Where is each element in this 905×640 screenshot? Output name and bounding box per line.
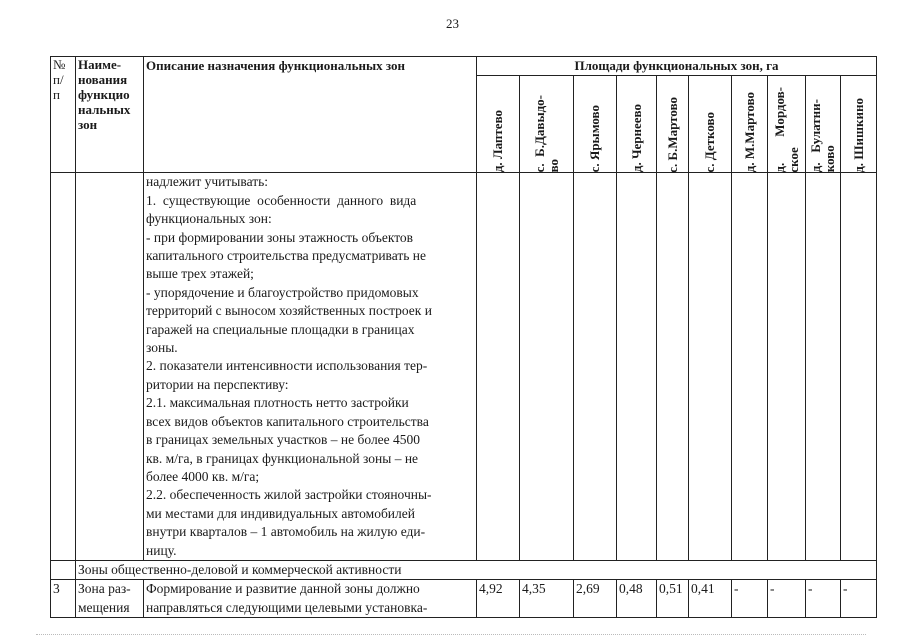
header-areas-title: Площади функциональных зон, га xyxy=(477,57,877,76)
area-value: 2,69 xyxy=(574,580,617,618)
zone-name-label: Зона раз- мещения xyxy=(78,581,131,615)
cell-empty xyxy=(574,173,617,561)
zone-name xyxy=(76,580,144,618)
table-row xyxy=(51,580,877,618)
table-row xyxy=(51,173,877,561)
settlement-label: д. Булатни- ково xyxy=(808,99,837,173)
description-line: функциональных зон: xyxy=(146,211,272,227)
area-value: - xyxy=(806,580,841,618)
header-description: Описание назначения функциональных зон xyxy=(144,57,477,173)
cell-empty xyxy=(51,173,76,561)
description-line: ницу. xyxy=(146,542,177,558)
area-value: - xyxy=(768,580,806,618)
cell-empty xyxy=(477,173,520,561)
cell-empty xyxy=(617,173,657,561)
description-line: территорий с выносом хозяйственных построек и xyxy=(146,303,432,319)
header-number-label: № п/ п xyxy=(53,57,66,102)
scan-edge-divider xyxy=(36,634,866,635)
header-row-1 xyxy=(51,57,877,76)
description-line: 2.2. обеспеченность жилой застройки стояночны- xyxy=(146,487,432,503)
description-line: капитального строительства предусматривать не xyxy=(146,248,427,264)
description-line: всех видов объектов капитального строительства xyxy=(146,413,429,429)
cell-empty xyxy=(520,173,574,561)
description-line: - упорядочение и благоустройство придомовых xyxy=(146,284,419,300)
cell-empty xyxy=(841,173,877,561)
description-line: 2.1. максимальная плотность нетто застройки xyxy=(146,395,409,411)
zone-description-label: Формирование и развитие данной зоны должно направляться следующими целевыми установка- xyxy=(146,581,428,615)
header-number xyxy=(51,57,76,173)
header-settlement xyxy=(520,76,574,173)
continued-description xyxy=(144,173,477,561)
row-number: 3 xyxy=(51,580,76,618)
settlement-label: д. Мордов- ское xyxy=(771,86,801,173)
area-value: 0,51 xyxy=(657,580,689,618)
area-value: 0,41 xyxy=(689,580,732,618)
settlement-label: с. Б.Мартово xyxy=(664,96,680,173)
description-line: 2. показатели интенсивности использования тер- xyxy=(146,358,428,374)
description-line: выше трех этажей; xyxy=(146,266,254,282)
header-settlement xyxy=(841,76,877,173)
area-value: 0,48 xyxy=(617,580,657,618)
cell-empty xyxy=(76,173,144,561)
cell-empty xyxy=(768,173,806,561)
settlement-label: д. Лаптево xyxy=(490,110,505,173)
description-line: внутри кварталов – 1 автомобиль на жилую еди- xyxy=(146,524,426,540)
description-line: 1. существующие особенности данного вида xyxy=(146,192,417,208)
section-heading-row xyxy=(51,560,877,579)
cell-empty xyxy=(51,560,76,579)
description-line: ритории на перспективу: xyxy=(146,376,289,392)
zone-description xyxy=(144,580,477,618)
header-settlement xyxy=(689,76,732,173)
settlement-label: д. Чернеево xyxy=(628,104,644,173)
description-line: зоны. xyxy=(146,340,178,356)
area-value: 4,92 xyxy=(477,580,520,618)
description-line: надлежит учитывать: xyxy=(146,174,269,190)
header-settlement xyxy=(806,76,841,173)
header-settlement xyxy=(732,76,768,173)
area-value: - xyxy=(841,580,877,618)
description-line: - при формировании зоны этажность объектов xyxy=(146,229,414,245)
header-zone-name-label: Наиме- нования функцио нальных зон xyxy=(78,57,131,132)
area-value: - xyxy=(732,580,768,618)
settlement-label: с. Ярымово xyxy=(587,105,602,173)
page-number: 23 xyxy=(446,16,459,31)
settlement-label: д. Шишкино xyxy=(850,97,866,173)
description-line: более 4000 кв. м/га; xyxy=(146,468,260,484)
description-line: кв. м/га, в границах функциональной зоны – не xyxy=(146,450,419,466)
header-settlement xyxy=(574,76,617,173)
cell-empty xyxy=(689,173,732,561)
section-heading: Зоны общественно-деловой и коммерческой активности xyxy=(76,560,877,579)
header-settlement xyxy=(657,76,689,173)
cell-empty xyxy=(806,173,841,561)
functional-zones-table xyxy=(50,56,877,618)
header-settlement xyxy=(477,76,520,173)
header-zone-name xyxy=(76,57,144,173)
description-line: гаражей на специальные площадки в границах xyxy=(146,321,415,337)
cell-empty xyxy=(657,173,689,561)
header-settlement xyxy=(768,76,806,173)
settlement-label: с. Б.Давыдо- во xyxy=(531,95,561,173)
settlement-label: с. Детково xyxy=(702,111,717,173)
description-line: ми местами для индивидуальных автомобилей xyxy=(146,505,415,521)
description-line: в границах земельных участков – не более 4500 xyxy=(146,432,421,448)
area-value: 4,35 xyxy=(520,580,574,618)
header-settlement xyxy=(617,76,657,173)
settlement-label: д. М.Мартово xyxy=(741,92,757,173)
cell-empty xyxy=(732,173,768,561)
